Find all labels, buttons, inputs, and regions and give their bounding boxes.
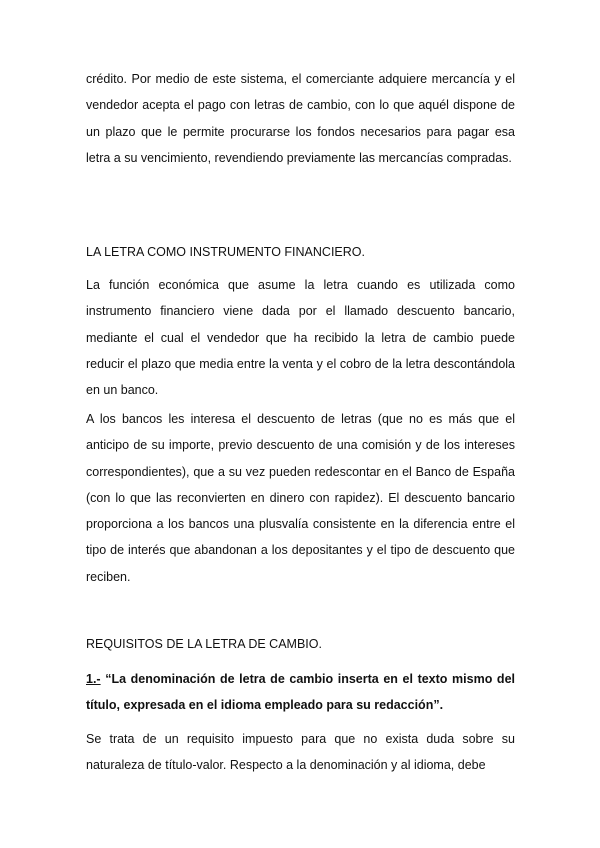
paragraph-requisito-explicacion: Se trata de un requisito impuesto para que no exista duda sobre su naturaleza de título-valor. Respecto a la denominación y al idioma, debe bbox=[86, 732, 515, 773]
requirement-1 bbox=[86, 666, 515, 719]
requirement-1-number: 1.- bbox=[86, 672, 101, 686]
section-heading-instrumento-financiero: LA LETRA COMO INSTRUMENTO FINANCIERO. bbox=[86, 245, 365, 259]
paragraph-credito: crédito. Por medio de este sistema, el comerciante adquiere mercancía y el vendedor acepta el pago con letras de cambio, con lo que aquél dispone de un plazo que le permite procurarse los fondos necesarios para pagar esa letra a su vencimiento, revendiendo previamente las mercancías compradas. bbox=[86, 72, 515, 165]
requirement-1-text: “La denominación de letra de cambio inserta en el texto mismo del título, expresada en el idioma empleado para su redacción”. bbox=[86, 672, 515, 713]
paragraph-descuento-bancario: La función económica que asume la letra cuando es utilizada como instrumento financiero viene dada por el llamado descuento bancario, mediante el cual el vendedor que ha recibido la letra de cambio puede reducir el plazo que media entre la venta y el cobro de la letra descontándola en un banco. bbox=[86, 278, 515, 398]
section-heading-requisitos: REQUISITOS DE LA LETRA DE CAMBIO. bbox=[86, 637, 322, 651]
paragraph-interes-bancos: A los bancos les interesa el descuento de letras (que no es más que el anticipo de su importe, previo descuento de una comisión y de los intereses correspondientes), que a su vez pueden redescontar en el Banco de España (con lo que las reconvierten en dinero con rapidez). El descuento bancario proporciona a los bancos una plusvalía consistente en la diferencia entre el tipo de interés que abandonan a los depositantes y el tipo de descuento que reciben. bbox=[86, 412, 515, 584]
